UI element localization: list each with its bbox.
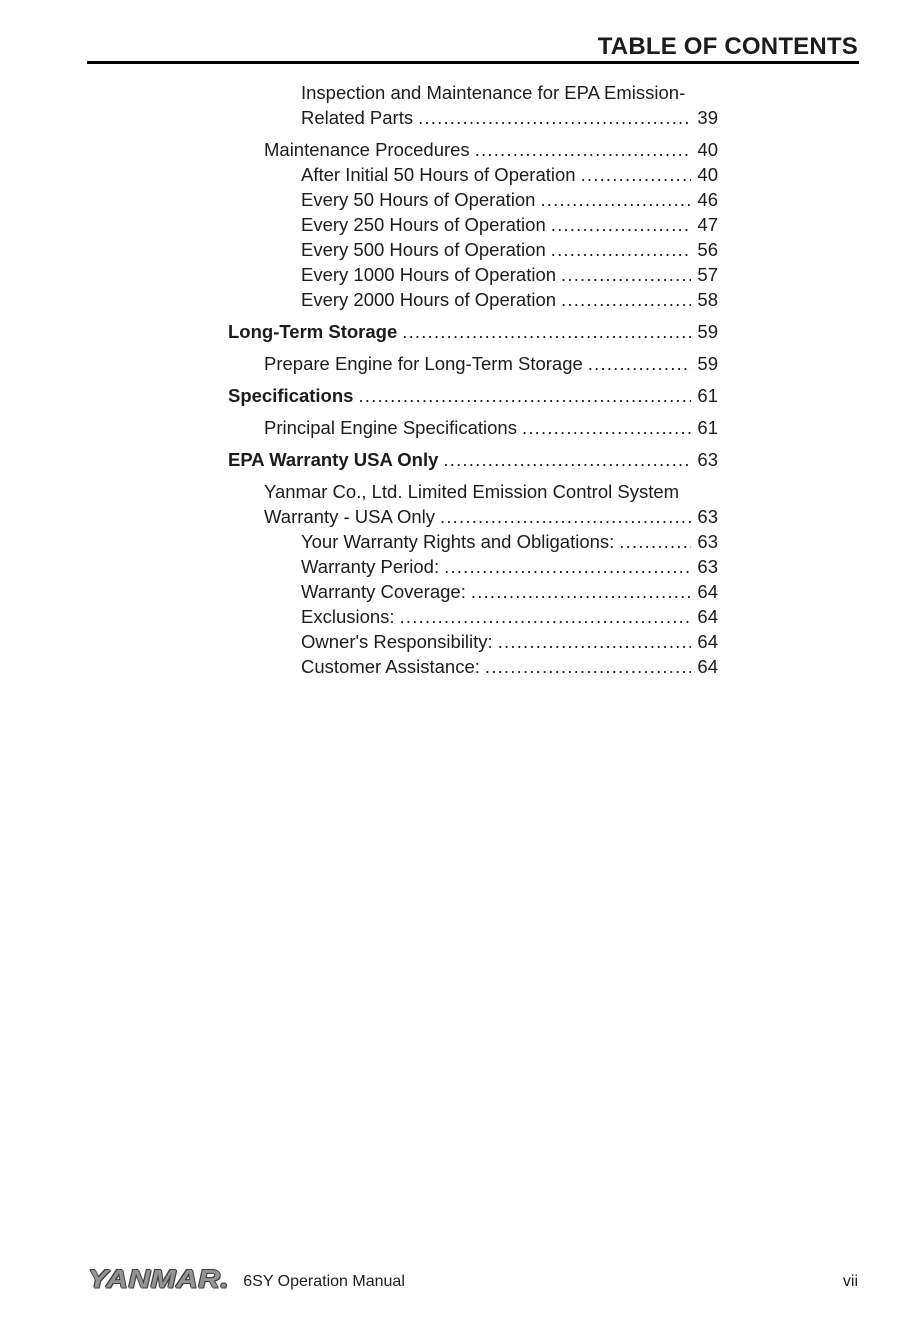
toc-entry bbox=[228, 137, 718, 162]
toc-entry-page-number: 64 bbox=[697, 581, 718, 602]
dot-leader bbox=[522, 415, 691, 440]
dot-leader bbox=[485, 654, 692, 679]
dot-leader bbox=[444, 554, 691, 579]
yanmar-logo: YANMAR. bbox=[88, 1266, 230, 1294]
toc-entry bbox=[228, 579, 718, 604]
dot-leader bbox=[581, 162, 692, 187]
toc-entry-page-number: 40 bbox=[697, 164, 718, 185]
toc-entry-line bbox=[301, 579, 718, 604]
toc-entry-label: After Initial 50 Hours of Operation bbox=[301, 164, 576, 185]
toc-entry-label: Maintenance Procedures bbox=[264, 139, 470, 160]
toc-entry bbox=[228, 319, 718, 344]
toc-entry-page-number: 57 bbox=[697, 264, 718, 285]
toc-entry bbox=[228, 654, 718, 679]
toc-entry-label: Warranty - USA Only bbox=[264, 506, 435, 527]
header-rule bbox=[87, 61, 859, 64]
toc-entry-line bbox=[301, 604, 718, 629]
toc-entry-page-number: 47 bbox=[697, 214, 718, 235]
toc-entry-label: Principal Engine Specifications bbox=[264, 417, 517, 438]
toc-entry-label: Every 50 Hours of Operation bbox=[301, 189, 536, 210]
toc-entry-line bbox=[301, 287, 718, 312]
toc-entry-line bbox=[301, 162, 718, 187]
dot-leader bbox=[418, 105, 691, 130]
toc-entry-line bbox=[301, 654, 718, 679]
toc-entry-label: Related Parts bbox=[301, 107, 414, 128]
dot-leader bbox=[400, 604, 692, 629]
toc-entry-label: Your Warranty Rights and Obligations: bbox=[301, 531, 615, 552]
toc-entry-page-number: 61 bbox=[697, 385, 718, 406]
dot-leader bbox=[561, 262, 691, 287]
toc-entry-line bbox=[228, 447, 718, 472]
toc-entry bbox=[228, 604, 718, 629]
toc-entry bbox=[228, 479, 718, 529]
toc-entry-page-number: 63 bbox=[697, 449, 718, 470]
toc-entry-line bbox=[301, 529, 718, 554]
toc-entry bbox=[228, 212, 718, 237]
toc-entry-line bbox=[301, 187, 718, 212]
toc-entry-line bbox=[301, 629, 718, 654]
toc-entry bbox=[228, 529, 718, 554]
toc-entry bbox=[228, 287, 718, 312]
dot-leader bbox=[551, 237, 692, 262]
toc-entry-page-number: 63 bbox=[697, 556, 718, 577]
toc-entry bbox=[228, 80, 718, 130]
toc-entry-page-number: 56 bbox=[697, 239, 718, 260]
toc-entry bbox=[228, 187, 718, 212]
toc-entry-label: Prepare Engine for Long-Term Storage bbox=[264, 353, 583, 374]
toc-entry-label: Exclusions: bbox=[301, 606, 395, 627]
toc-entry-line bbox=[301, 105, 718, 130]
toc-entry-line bbox=[301, 237, 718, 262]
toc-entry-line bbox=[264, 351, 718, 376]
dot-leader bbox=[471, 579, 692, 604]
toc-entry-page-number: 46 bbox=[697, 189, 718, 210]
dot-leader bbox=[551, 212, 692, 237]
toc-entry-label: Every 2000 Hours of Operation bbox=[301, 289, 557, 310]
toc-entry-line bbox=[228, 319, 718, 344]
toc-entry-page-number: 40 bbox=[697, 139, 718, 160]
toc-entry-label: Warranty Period: bbox=[301, 556, 440, 577]
toc-entry-page-number: 61 bbox=[697, 417, 718, 438]
dot-leader bbox=[358, 383, 691, 408]
toc-entry-line bbox=[264, 504, 718, 529]
dot-leader bbox=[475, 137, 692, 162]
toc-entry-label: Every 250 Hours of Operation bbox=[301, 214, 546, 235]
toc-entry bbox=[228, 262, 718, 287]
toc-entry bbox=[228, 351, 718, 376]
footer-manual-title: 6SY Operation Manual bbox=[243, 1273, 405, 1290]
toc-entry-line bbox=[301, 212, 718, 237]
dot-leader bbox=[402, 319, 691, 344]
table-of-contents bbox=[228, 80, 718, 679]
toc-entry-page-number: 59 bbox=[697, 321, 718, 342]
footer bbox=[88, 1260, 858, 1294]
dot-leader bbox=[540, 187, 691, 212]
toc-entry-page-number: 64 bbox=[697, 606, 718, 627]
toc-entry bbox=[228, 237, 718, 262]
dot-leader bbox=[443, 447, 691, 472]
toc-entry-label: Warranty Coverage: bbox=[301, 581, 466, 602]
toc-entry-page-number: 59 bbox=[697, 353, 718, 374]
toc-entry-label: Every 1000 Hours of Operation bbox=[301, 264, 557, 285]
toc-entry bbox=[228, 162, 718, 187]
toc-entry-label: EPA Warranty USA Only bbox=[228, 449, 439, 470]
footer-page-number: vii bbox=[842, 1273, 858, 1290]
toc-entry-label: Customer Assistance: bbox=[301, 656, 480, 677]
toc-entry-label: Long-Term Storage bbox=[228, 321, 398, 342]
dot-leader bbox=[588, 351, 692, 376]
toc-entry-page-number: 63 bbox=[697, 531, 718, 552]
toc-entry-label: Owner's Responsibility: bbox=[301, 631, 493, 652]
dot-leader bbox=[619, 529, 691, 554]
toc-entry bbox=[228, 415, 718, 440]
toc-entry-label: Every 500 Hours of Operation bbox=[301, 239, 546, 260]
dot-leader bbox=[440, 504, 691, 529]
dot-leader bbox=[561, 287, 691, 312]
dot-leader bbox=[498, 629, 692, 654]
toc-entry-line bbox=[228, 383, 718, 408]
toc-entry-line bbox=[264, 415, 718, 440]
toc-entry-page-number: 64 bbox=[697, 656, 718, 677]
toc-entry-page-number: 64 bbox=[697, 631, 718, 652]
toc-entry-line bbox=[301, 554, 718, 579]
toc-entry bbox=[228, 447, 718, 472]
toc-entry-continuation: Yanmar Co., Ltd. Limited Emission Control System bbox=[264, 481, 680, 502]
toc-entry-line bbox=[264, 137, 718, 162]
toc-entry bbox=[228, 383, 718, 408]
toc-entry-label: Specifications bbox=[228, 385, 354, 406]
page-title: TABLE OF CONTENTS bbox=[597, 33, 858, 60]
toc-entry bbox=[228, 629, 718, 654]
toc-entry-line bbox=[301, 262, 718, 287]
toc-entry-page-number: 63 bbox=[697, 506, 718, 527]
toc-entry-page-number: 39 bbox=[697, 107, 718, 128]
toc-entry-continuation: Inspection and Maintenance for EPA Emission- bbox=[301, 82, 686, 103]
toc-entry bbox=[228, 554, 718, 579]
toc-entry-page-number: 58 bbox=[697, 289, 718, 310]
